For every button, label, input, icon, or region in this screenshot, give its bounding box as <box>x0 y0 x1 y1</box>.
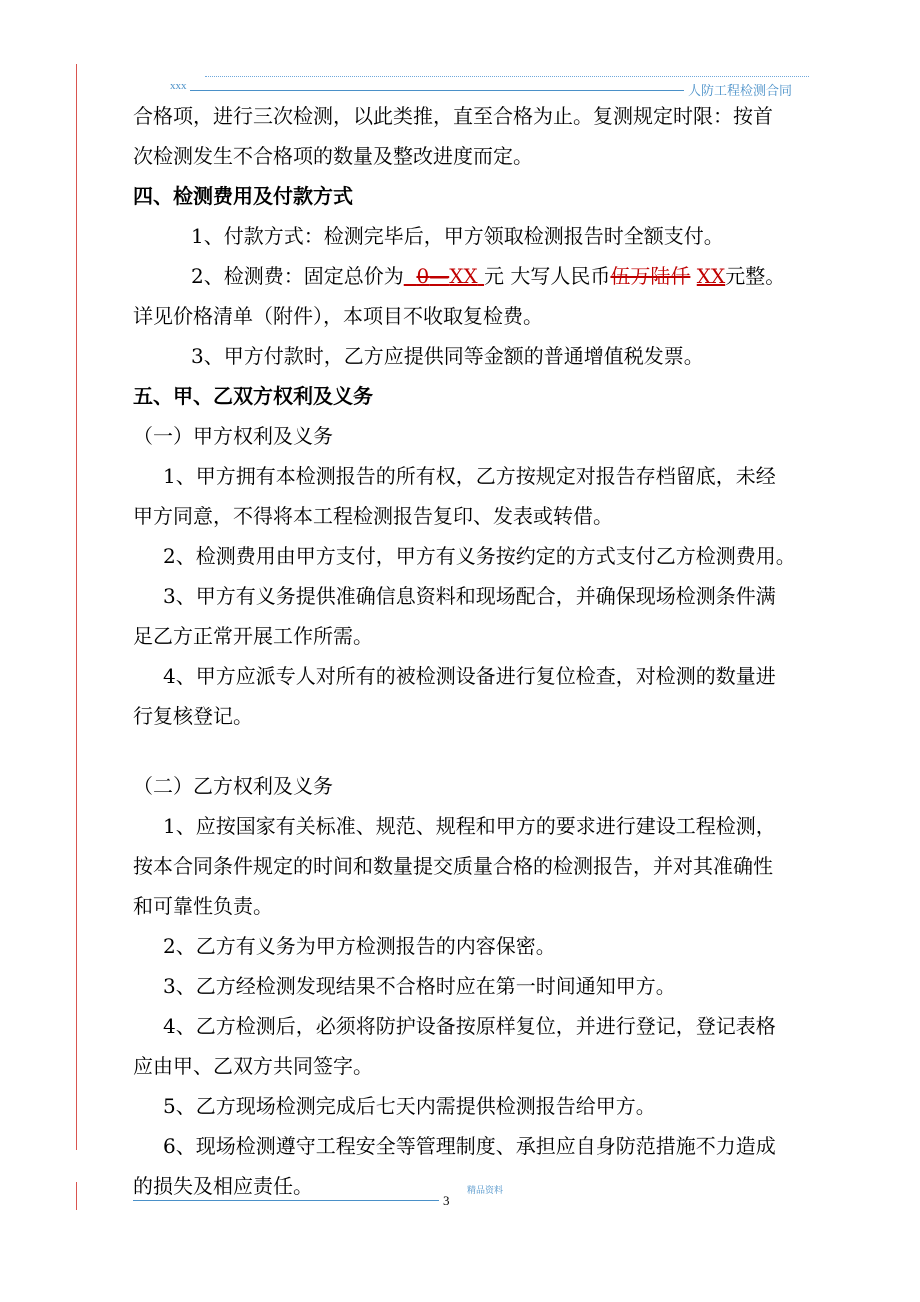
clause-b1-continued: 和可靠性负责。 <box>133 894 273 918</box>
clause-b5: 5、乙方现场检测完成后七天内需提供检测报告给甲方。 <box>163 1094 656 1118</box>
clause-4-2-suffix: 元整。 <box>725 264 786 288</box>
header-left-text: xxx <box>170 80 187 92</box>
clause-b2: 2、乙方有义务为甲方检测报告的内容保密。 <box>163 934 556 958</box>
clause-4-2 <box>191 264 785 288</box>
inserted-amount-words: XX <box>696 264 726 288</box>
clause-4-2-prefix: 2、检测费：固定总价为 <box>191 264 404 288</box>
clause-b6: 6、现场检测遵守工程安全等管理制度、承担应自身防范措施不力造成 <box>163 1134 776 1158</box>
header-rule <box>190 90 684 91</box>
clause-a4: 4、甲方应派专人对所有的被检测设备进行复位检查，对检测的数量进 <box>163 664 776 688</box>
clause-a2: 2、检测费用由甲方支付，甲方有义务按约定的方式支付乙方检测费用。 <box>163 544 796 568</box>
header-top-rule <box>205 76 809 77</box>
clause-b1-continued: 按本合同条件规定的时间和数量提交质量合格的检测报告，并对其准确性 <box>133 854 773 878</box>
clause-b4-continued: 应由甲、乙双方共同签字。 <box>133 1054 373 1078</box>
clause-b4: 4、乙方检测后，必须将防护设备按原样复位，并进行登记，登记表格 <box>163 1014 776 1038</box>
clause-4-1: 1、付款方式：检测完毕后，甲方领取检测报告时全额支付。 <box>191 224 724 248</box>
deleted-amount: 0 <box>416 264 430 288</box>
amount-field: 0—XX <box>416 264 478 288</box>
clause-a3: 3、甲方有义务提供准确信息资料和现场配合，并确保现场检测条件满 <box>163 584 776 608</box>
subsection-party-a: （一）甲方权利及义务 <box>133 424 333 448</box>
clause-b3: 3、乙方经检测发现结果不合格时应在第一时间通知甲方。 <box>163 974 676 998</box>
clause-b6-continued: 的损失及相应责任。 <box>133 1174 313 1198</box>
subsection-party-b: （二）乙方权利及义务 <box>133 774 333 798</box>
section-heading-5: 五、甲、乙双方权利及义务 <box>133 384 373 408</box>
left-margin-rule <box>76 64 77 1150</box>
header-title: 人防工程检测合同 <box>688 84 793 99</box>
clause-a1-continued: 甲方同意，不得将本工程检测报告复印、发表或转借。 <box>133 504 613 528</box>
section-heading-4: 四、检测费用及付款方式 <box>133 184 353 208</box>
clause-4-2-yuan: 元 大写人民币 <box>484 264 611 288</box>
clause-4-3: 3、甲方付款时，乙方应提供同等金额的普通增值税发票。 <box>191 344 704 368</box>
clause-4-2-continued: 详见价格清单（附件），本项目不收取复检费。 <box>133 304 543 328</box>
clause-a1: 1、甲方拥有本检测报告的所有权，乙方按规定对报告存档留底，未经 <box>163 464 776 488</box>
footer-rule <box>133 1200 439 1201</box>
clause-a4-continued: 行复核登记。 <box>133 704 253 728</box>
paragraph-line: 合格项，进行三次检测，以此类推，直至合格为止。复测规定时限：按首 <box>133 104 773 128</box>
left-margin-rule-bottom <box>76 1182 77 1210</box>
inserted-amount: XX <box>449 264 478 288</box>
clause-a3-continued: 足乙方正常开展工作所需。 <box>133 624 373 648</box>
footer-note: 精品资料 <box>467 1186 504 1196</box>
deleted-amount-words: 伍万陆仟 <box>610 264 691 288</box>
paragraph-line: 次检测发生不合格项的数量及整改进度而定。 <box>133 144 533 168</box>
page-number: 3 <box>443 1193 450 1208</box>
clause-b1: 1、应按国家有关标准、规范、规程和甲方的要求进行建设工程检测， <box>163 814 776 838</box>
